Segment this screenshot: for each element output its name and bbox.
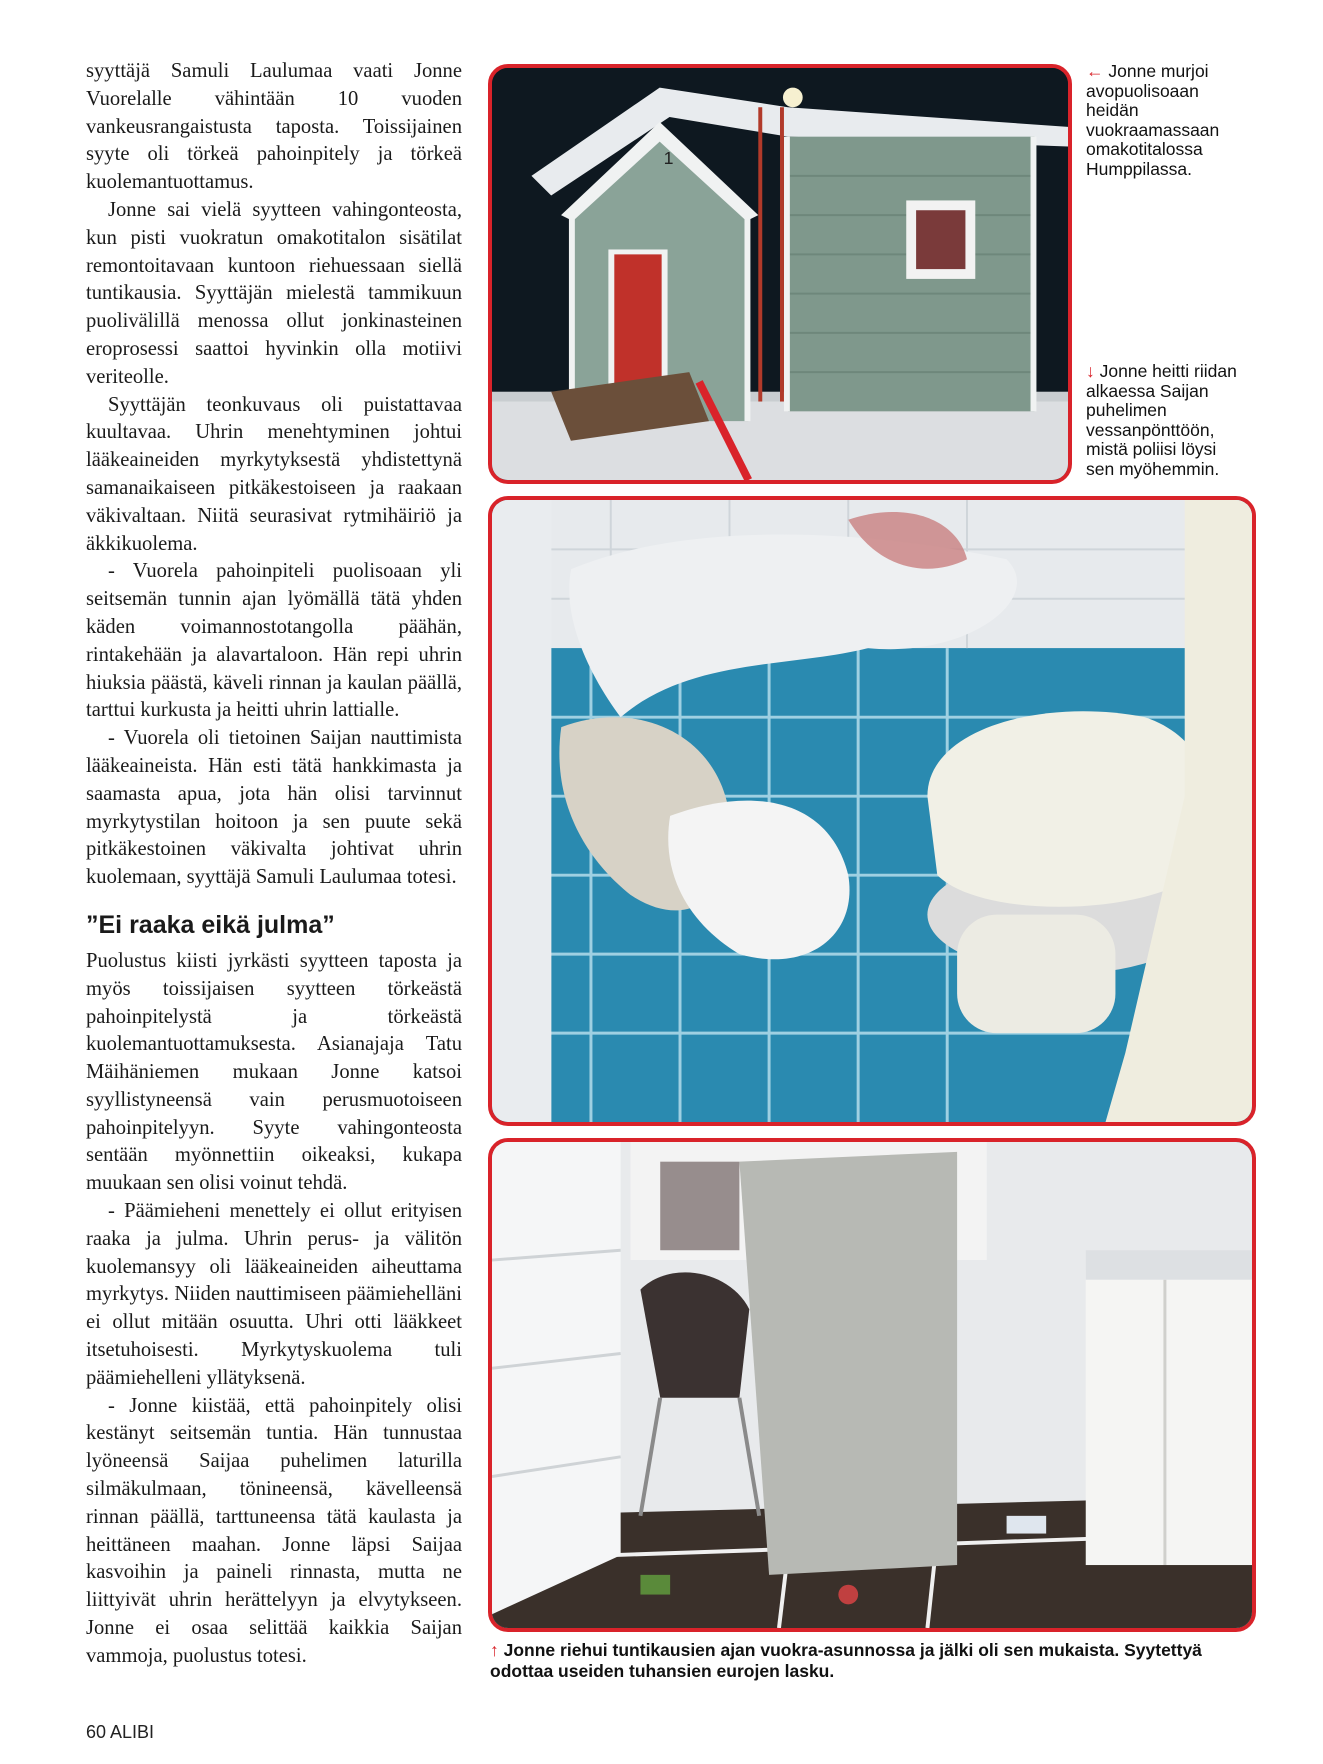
paragraph: - Päämieheni menettely ei ollut erityisen raaka ja julma. Uhrin perus- ja välitön kuolemansyy oli lääkeaineiden aiheuttama myrkytys. Niiden nauttimiseen päämiehelläni ei ollut mitään osuutta. Uhri otti lääkkeet itsetuhoisesti. Myrkytyskuolema tuli päämiehelleni yllätyksenä. (86, 1200, 462, 1389)
caption-kitchen (490, 1640, 1250, 1682)
kitchen-photo (488, 1138, 1256, 1632)
kitchen-illustration (492, 1142, 1252, 1628)
article-body-part2 (86, 948, 462, 1671)
page-folio: 60 ALIBI (86, 1722, 155, 1742)
house-illustration (492, 68, 1068, 480)
house-number: 1 (663, 148, 674, 169)
caption-text: Jonne murjoi avopuolisoaan heidän vuokraamassaan omakotitalossa Humppilassa. (1086, 61, 1220, 179)
bathroom-illustration (492, 500, 1252, 1122)
house-photo (488, 64, 1072, 484)
paragraph: syyttäjä Samuli Laulumaa vaati Jonne Vuorelalle vähintään 10 vuoden vankeusrangaistusta taposta. Toissijainen syyte oli törkeä pahoinpitely ja törkeä kuolemantuottamus. (86, 60, 462, 194)
paragraph: Puolustus kiisti jyrkästi syytteen taposta ja myös toissijaisen syytteen törkeästä pahoinpitelystä ja törkeästä kuolemantuottamuksesta. Asianajaja Tatu Mäihäniemen mukaan Jonne katsoi syyllistyneensä vain perusmuotoiseen pahoinpitelyyn. Syyte vahingonteosta sentään myönnettiin oikeaksi, kukapa muukaan sen olisi voinut tehdä. (86, 949, 462, 1195)
subheading: ”Ei raaka eikä julma” (86, 910, 335, 939)
article-body-part1 (86, 58, 462, 892)
paragraph: - Vuorela pahoinpiteli puolisoaan yli seitsemän tunnin ajan lyömällä tätä yhden käden voimannostotangolla päähän, rintakehään ja alavartaloon. Hän repi uhrin hiuksia päästä, käveli rinnan ja kaulan päällä, tarttui kurkusta ja heitti uhrin lattialle. (86, 560, 462, 722)
caption-text: Jonne riehui tuntikausien ajan vuokra-asunnossa ja jälki oli sen mukaista. Syytettyä odottaa useiden tuhansien eurojen lasku. (490, 1640, 1202, 1681)
arrow-left-icon: ← (1086, 61, 1104, 81)
paragraph: Jonne sai vielä syytteen vahingonteosta, kun pisti vuokratun omakotitalon sisätilat remontoitavaan kuntoon riehuessaan siellä tuntikausia. Syyttäjän mielestä tammikuun puolivälillä menossa ollut jonkinasteinen eroprosessi saattoi hyvinkin olla motiivi veriteolle. (86, 198, 462, 388)
bathroom-photo (488, 496, 1256, 1126)
paragraph: Syyttäjän teonkuvaus oli puistattavaa kuultavaa. Uhrin menehtyminen johtui lääkeaineiden myrkytyksestä yhdistettynä samanaikaiseen pitkäkestoiseen ja raakaan väkivaltaan. Niitä seurasivat rytmihäiriö ja äkkikuolema. (86, 393, 462, 555)
paragraph: - Jonne kiistää, että pahoinpitely olisi kestänyt seitsemän tuntia. Hän tunnustaa lyöneensä Saijaa puhelimen laturilla silmäkulmaan, tönineensä, kävelleensä rinnan päällä, tarttuneensa tätä kaulasta ja heittäneen maahan. Jonne läpsi Saijaa kasvoihin ja paineli rinnasta, mutta ne liittyivät uhrin herättelyyn ja elvytykseen. Jonne ei osaa selittää kaikkia Saijan vammoja, puolustus totesi. (86, 1394, 462, 1667)
caption-house (1086, 62, 1246, 179)
caption-bathroom (1086, 362, 1246, 479)
arrow-down-icon: ↓ (1086, 361, 1095, 381)
article-column (86, 58, 462, 1671)
caption-text: Jonne heitti riidan alkaessa Saijan puhelimen vessanpönttöön, mistä poliisi löysi sen myöhemmin. (1086, 361, 1237, 479)
paragraph: - Vuorela oli tietoinen Saijan nauttimista lääkeaineista. Hän esti tätä hankkimasta ja saamasta apua, jota hän olisi tarvinnut myrkytystilan hoitoon ja sen puute sekä pitkäkestoinen väkivalta johtivat uhrin kuolemaan, syyttäjä Samuli Laulumaa totesi. (86, 727, 462, 889)
arrow-up-icon: ↑ (490, 1640, 499, 1660)
